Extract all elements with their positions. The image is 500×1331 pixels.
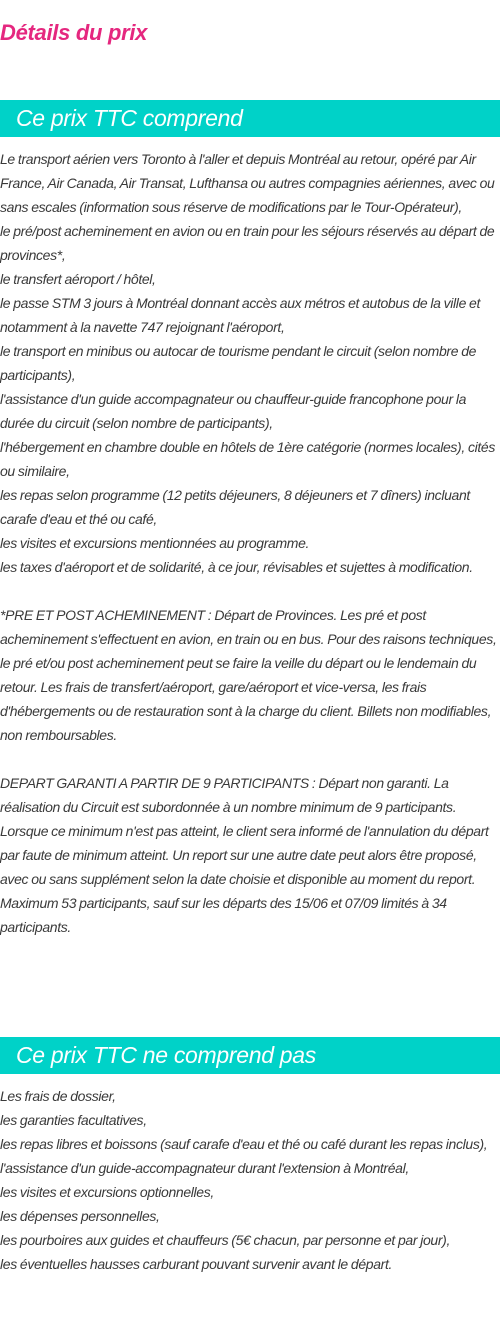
included-section-header: Ce prix TTC comprend xyxy=(0,100,500,137)
depart-garanti-note: DEPART GARANTI A PARTIR DE 9 PARTICIPANTS : Départ non garanti. La réalisation du Circuit est subordonnée à un nombre minimum de 9 participants. Lorsque ce minimum n'est pas atteint, le client sera informé de l'annulation du départ par faute de minimum atteint. Un report sur une autre date peut alors être proposé, avec ou sans supplément selon la date choisie et disponible au moment du report. Maximum 53 participants, sauf sur les départs des 15/06 et 07/09 limités à 34 participants. xyxy=(0,775,489,935)
included-item: les repas selon programme (12 petits déjeuners, 8 déjeuners et 7 dîners) incluant carafe d'eau et thé ou café, xyxy=(0,487,470,527)
included-item: le transport en minibus ou autocar de tourisme pendant le circuit (selon nombre de participants), xyxy=(0,343,477,383)
excluded-item: les dépenses personnelles, xyxy=(0,1208,160,1224)
excluded-item: les visites et excursions optionnelles, xyxy=(0,1184,214,1200)
included-item: le pré/post acheminement en avion ou en train pour les séjours réservés au départ de provinces*, xyxy=(0,223,495,263)
excluded-item: les repas libres et boissons (sauf carafe d'eau et thé ou café durant les repas inclus), xyxy=(0,1136,488,1152)
included-item: le passe STM 3 jours à Montréal donnant accès aux métros et autobus de la ville et notamment à la navette 747 rejoignant l'aéroport, xyxy=(0,295,481,335)
included-item: le transfert aéroport / hôtel, xyxy=(0,271,156,287)
included-item: l'assistance d'un guide accompagnateur ou chauffeur-guide francophone pour la durée du circuit (selon nombre de participants), xyxy=(0,391,467,431)
page-title: Détails du prix xyxy=(0,20,148,45)
acheminement-note: *PRE ET POST ACHEMINEMENT : Départ de Provinces. Les pré et post acheminement s'effectuent en avion, en train ou en bus. Pour des raisons techniques, le pré et/ou post acheminement peut se faire la veille du départ ou le lendemain du retour. Les frais de transfert/aéroport, gare/aéroport et vice-versa, les frais d'hébergements ou de restauration sont à la charge du client. Billets non modifiables, non remboursables. xyxy=(0,607,497,743)
excluded-item: les éventuelles hausses carburant pouvant survenir avant le départ. xyxy=(0,1256,393,1272)
included-item: l'hébergement en chambre double en hôtels de 1ère catégorie (normes locales), cités ou similaire, xyxy=(0,439,495,479)
included-item: Le transport aérien vers Toronto à l'aller et depuis Montréal au retour, opéré par Air France, Air Canada, Air Transat, Lufthansa ou autres compagnies aériennes, avec ou sans escales (information sous réserve de modifications par le Tour-Opérateur), xyxy=(0,151,495,215)
included-list xyxy=(0,147,500,939)
included-item: les visites et excursions mentionnées au programme. xyxy=(0,535,310,551)
included-item: les taxes d'aéroport et de solidarité, à ce jour, révisables et sujettes à modification. xyxy=(0,559,473,575)
excluded-section-header: Ce prix TTC ne comprend pas xyxy=(0,1037,500,1074)
excluded-item: les garanties facultatives, xyxy=(0,1112,147,1128)
excluded-item: l'assistance d'un guide-accompagnateur durant l'extension à Montréal, xyxy=(0,1160,409,1176)
excluded-list xyxy=(0,1084,500,1276)
excluded-item: Les frais de dossier, xyxy=(0,1088,116,1104)
excluded-item: les pourboires aux guides et chauffeurs (5€ chacun, par personne et par jour), xyxy=(0,1232,450,1248)
